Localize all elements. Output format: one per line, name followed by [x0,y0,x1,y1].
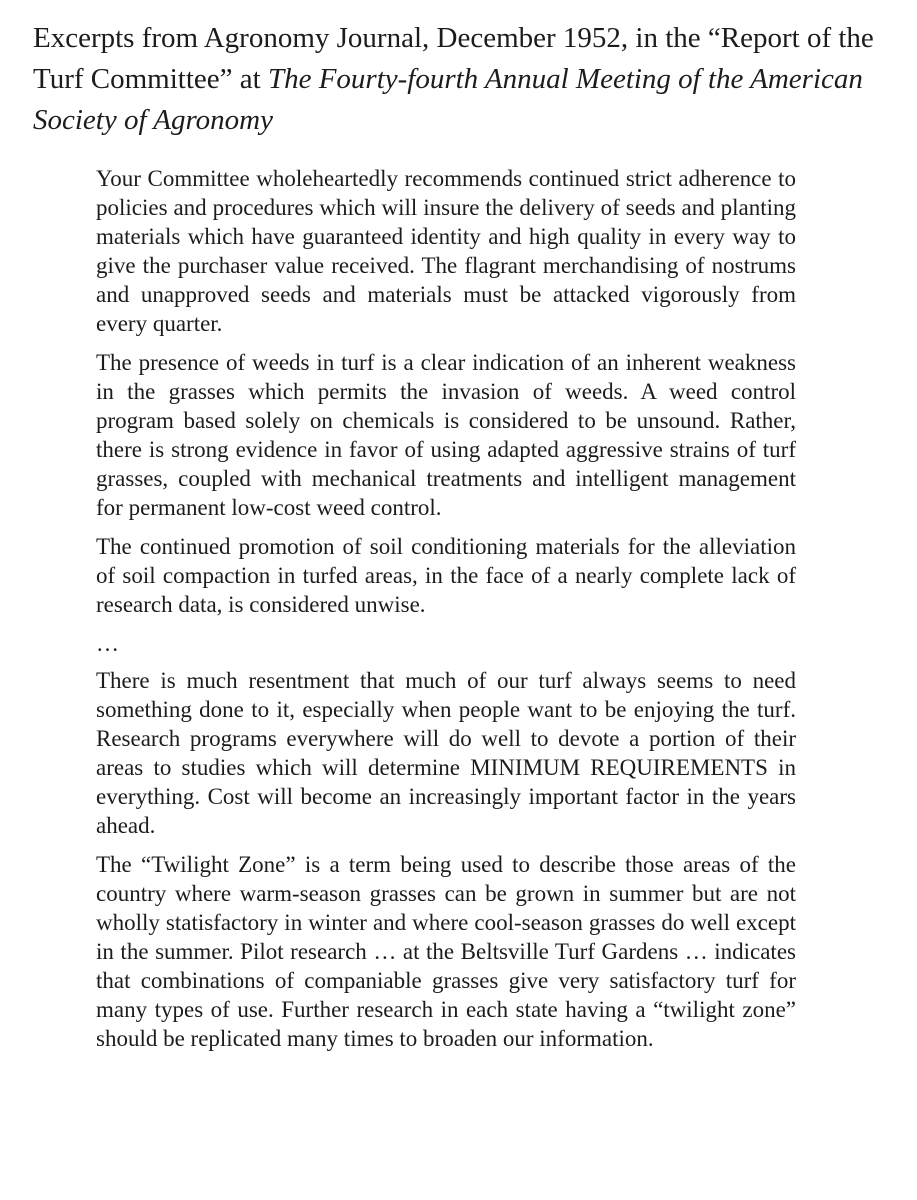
paragraph-minimum-requirements: There is much resentment that much of our turf always seems to need something done to it, especially when people want to be enjoying the turf. Research programs everywhere will do well to devote a portion of their areas to studies which will determine MINIMUM REQUIREMENTS in everything. Cost will become an increasingly important factor in the years ahead. [96,668,796,838]
excerpt-heading [33,18,893,141]
heading-italic-title: The Fourty-fourth Annual Meeting of the American Society of Agronomy [33,63,863,136]
heading-plain-text: Excerpts from Agronomy Journal, December 1952, in the “Report of the Turf Committee” at [33,22,874,95]
omission-ellipsis: … [96,631,119,656]
quoted-excerpt [96,164,796,1063]
paragraph-seeds: Your Committee wholeheartedly recommends continued strict adherence to policies and procedures which will insure the delivery of seeds and planting materials which have guaranteed identity and high quality in every way to give the purchaser value received. The flagrant merchandising of nostrums and unapproved seeds and materials must be attacked vigorously from every quarter. [96,166,796,336]
paragraph-soil-conditioning: The continued promotion of soil conditioning materials for the alleviation of soil compaction in turfed areas, in the face of a nearly complete lack of research data, is considered unwise. [96,534,796,617]
paragraph-twilight-zone: The “Twilight Zone” is a term being used to describe those areas of the country where warm-season grasses can be grown in summer but are not wholly statisfactory in winter and where cool-season grasses do well except in the summer. Pilot research … at the Beltsville Turf Gardens … indicates that combinations of companiable grasses give very satisfactory turf for many types of use. Further research in each state having a “twilight zone” should be replicated many times to broaden our information. [96,852,796,1051]
paragraph-weeds: The presence of weeds in turf is a clear indication of an inherent weakness in the grasses which permits the invasion of weeds. A weed control program based solely on chemicals is considered to be unsound. Rather, there is strong evidence in favor of using adapted aggressive strains of turf grasses, coupled with mechanical treatments and intelligent management for permanent low-cost weed control. [96,350,796,520]
